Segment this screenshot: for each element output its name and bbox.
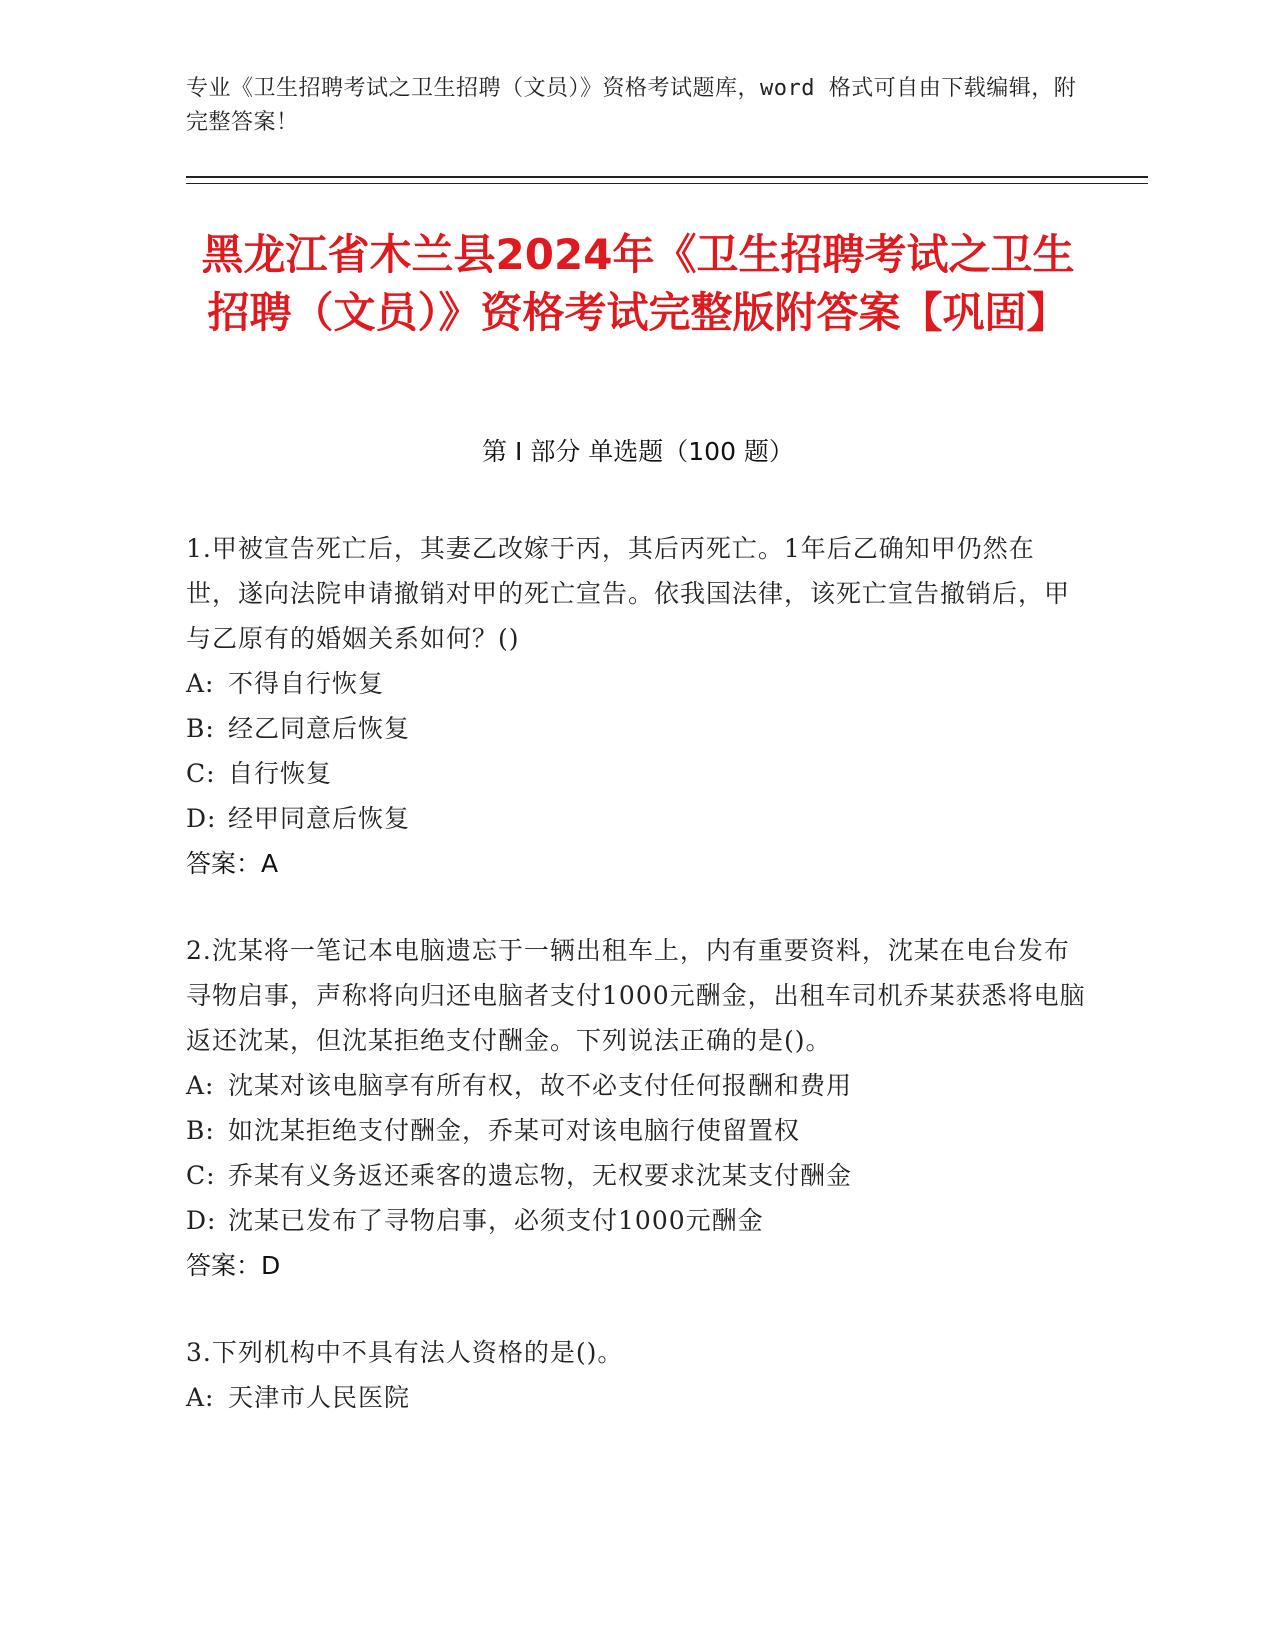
option-c (186, 1153, 1086, 1198)
header-divider-thin (186, 183, 1148, 184)
option-letter: A: (186, 669, 215, 698)
question-stem: 2.沈某将一笔记本电脑遗忘于一辆出租车上，内有重要资料，沈某在电台发布寻物启事，声称将向归还电脑者支付1000元酬金，出租车司机乔某获悉将电脑返还沈某，但沈某拒绝支付酬金。下列说法正确的是()。 (186, 936, 1086, 1055)
section-heading: 第 I 部分 单选题（100 题） (482, 437, 794, 466)
option-letter: D: (186, 1206, 217, 1235)
option-letter: B: (186, 714, 215, 743)
answer-line: 答案：D (186, 1251, 281, 1280)
option-d (186, 796, 1086, 841)
question-list (186, 526, 1086, 1462)
option-letter: A: (186, 1071, 215, 1100)
option-text: 天津市人民医院 (228, 1383, 411, 1412)
document-title: 黑龙江省木兰县2024年《卫生招聘考试之卫生招聘（文员）》资格考试完整版附答案【巩固】 (201, 230, 1075, 337)
question-3 (186, 1330, 1086, 1420)
option-text: 乔某有义务返还乘客的遗忘物，无权要求沈某支付酬金 (228, 1161, 853, 1190)
option-d (186, 1198, 1086, 1243)
option-text: 沈某已发布了寻物启事，必须支付1000元酬金 (228, 1206, 764, 1235)
question-stem: 1.甲被宣告死亡后，其妻乙改嫁于丙，其后丙死亡。1年后乙确知甲仍然在世，遂向法院申请撤销对甲的死亡宣告。依我国法律，该死亡宣告撤销后，甲与乙原有的婚姻关系如何？() (186, 534, 1071, 653)
option-text: 如沈某拒绝支付酬金，乔某可对该电脑行使留置权 (228, 1116, 801, 1145)
question-2 (186, 928, 1086, 1288)
question-stem: 3.下列机构中不具有法人资格的是()。 (186, 1338, 624, 1367)
option-a (186, 661, 1086, 706)
question-1 (186, 526, 1086, 886)
option-a (186, 1063, 1086, 1108)
header-divider-thick (186, 176, 1148, 178)
option-letter: A: (186, 1383, 215, 1412)
answer-line: 答案：A (186, 849, 279, 878)
header-note: 专业《卫生招聘考试之卫生招聘（文员）》资格考试题库，word 格式可自由下载编辑，附完整答案！ (186, 76, 1077, 135)
option-letter: B: (186, 1116, 215, 1145)
option-b (186, 706, 1086, 751)
option-text: 沈某对该电脑享有所有权，故不必支付任何报酬和费用 (228, 1071, 853, 1100)
option-text: 不得自行恢复 (228, 669, 385, 698)
option-c (186, 751, 1086, 796)
option-text: 经甲同意后恢复 (228, 804, 411, 833)
option-a (186, 1375, 1086, 1420)
option-text: 经乙同意后恢复 (228, 714, 411, 743)
option-letter: D: (186, 804, 217, 833)
option-text: 自行恢复 (228, 759, 333, 788)
option-b (186, 1108, 1086, 1153)
option-letter: C: (186, 759, 216, 788)
option-letter: C: (186, 1161, 216, 1190)
